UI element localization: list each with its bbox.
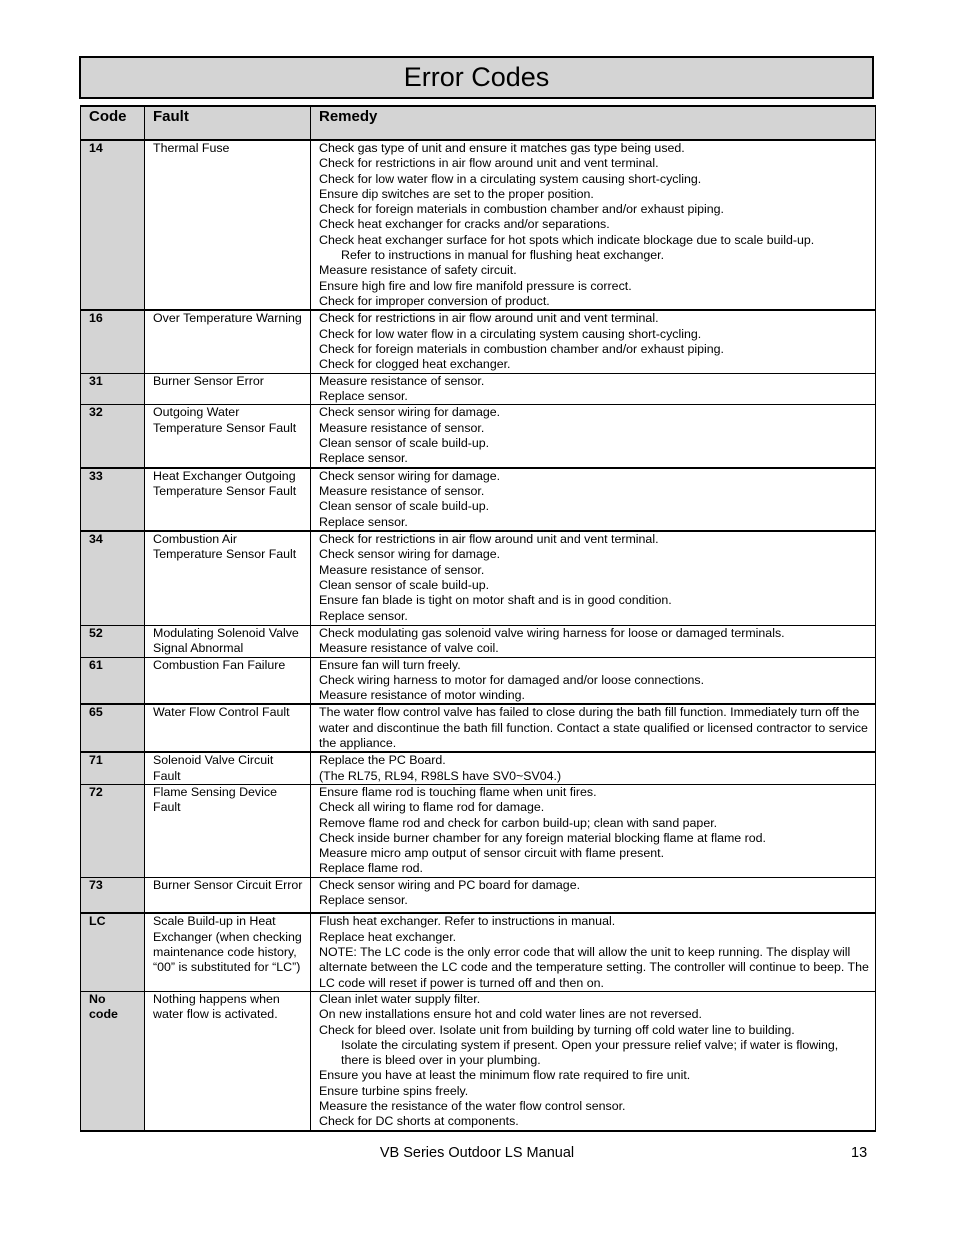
- error-code-cell: No code: [81, 991, 145, 1130]
- remedy-line: Ensure fan blade is tight on motor shaft and is in good condition.: [319, 593, 672, 608]
- page-number: 13: [851, 1145, 868, 1161]
- fault-cell: Scale Build-up in Heat Exchanger (when checking maintenance code history, “00” is substituted for “LC”): [145, 913, 311, 991]
- remedy-line: Replace heat exchanger.: [319, 929, 457, 944]
- remedy-line: Check for DC shorts at components.: [319, 1114, 519, 1129]
- error-code-cell: 14: [81, 140, 145, 310]
- remedy-line: Flush heat exchanger. Refer to instructions in manual.: [319, 914, 616, 929]
- fault-cell: Combustion Air Temperature Sensor Fault: [145, 531, 311, 625]
- remedy-line: Check for improper conversion of product.: [319, 293, 550, 308]
- remedy-line: Isolate the circulating system if present. Open your pressure relief valve; if water is flowing, there is bleed over in your plumbing.: [341, 1037, 839, 1068]
- header-code: Code: [81, 106, 145, 140]
- remedy-line: Check sensor wiring for damage.: [319, 547, 501, 562]
- remedy-line: Replace flame rod.: [319, 861, 423, 876]
- remedy-cell: [311, 784, 876, 877]
- error-code-cell: 33: [81, 468, 145, 531]
- error-code-cell: 16: [81, 310, 145, 373]
- remedy-line: Clean inlet water supply filter.: [319, 991, 481, 1006]
- error-code-cell: 31: [81, 373, 145, 405]
- header-remedy: Remedy: [311, 106, 876, 140]
- table-row: [81, 877, 876, 913]
- table-row: [81, 752, 876, 784]
- remedy-line: Check sensor wiring and PC board for damage.: [319, 877, 581, 892]
- remedy-line: Ensure high fire and low fire manifold pressure is correct.: [319, 278, 632, 293]
- table-row: [81, 373, 876, 405]
- error-code-cell: 65: [81, 704, 145, 752]
- remedy-line: Check modulating gas solenoid valve wiring harness for loose or damaged terminals.: [319, 625, 785, 640]
- remedy-cell: [311, 310, 876, 373]
- remedy-cell: [311, 468, 876, 531]
- remedy-line: Check for low water flow in a circulating system causing short-cycling.: [319, 171, 702, 186]
- table-row: [81, 405, 876, 468]
- error-code-cell: 61: [81, 657, 145, 704]
- remedy-line: Check heat exchanger surface for hot spots which indicate blockage due to scale build-up.: [319, 232, 815, 247]
- error-code-cell: 71: [81, 752, 145, 784]
- fault-cell: Modulating Solenoid Valve Signal Abnormal: [145, 625, 311, 657]
- remedy-line: Check for restrictions in air flow around unit and vent terminal.: [319, 532, 659, 547]
- table-row: [81, 784, 876, 877]
- remedy-cell: [311, 625, 876, 657]
- remedy-cell: [311, 913, 876, 991]
- fault-cell: Water Flow Control Fault: [145, 704, 311, 752]
- remedy-line: Measure resistance of motor winding.: [319, 688, 525, 703]
- error-code-cell: 73: [81, 877, 145, 913]
- remedy-line: Replace sensor.: [319, 389, 408, 404]
- table-row: [81, 531, 876, 625]
- page-title-box: [79, 56, 874, 99]
- fault-cell: Solenoid Valve Circuit Fault: [145, 752, 311, 784]
- error-code-cell: 34: [81, 531, 145, 625]
- remedy-line: Ensure dip switches are set to the proper position.: [319, 186, 594, 201]
- remedy-line: Check for foreign materials in combustion chamber and/or exhaust piping.: [319, 341, 724, 356]
- remedy-line: Refer to instructions in manual for flushing heat exchanger.: [341, 248, 665, 263]
- remedy-line: The water flow control valve has failed to close during the bath fill function. Immediately turn off the water and discontinue the bath fill function. Contact a state qualified or licensed contractor to service the appliance.: [319, 705, 868, 751]
- remedy-line: Measure resistance of sensor.: [319, 373, 485, 388]
- remedy-line: Clean sensor of scale build-up.: [319, 499, 490, 514]
- remedy-line: Ensure turbine spins freely.: [319, 1083, 469, 1098]
- table-row: [81, 468, 876, 531]
- remedy-line: Measure the resistance of the water flow control sensor.: [319, 1098, 626, 1113]
- remedy-line: Remove flame rod and check for carbon build-up; clean with sand paper.: [319, 815, 718, 830]
- remedy-line: Check wiring harness to motor for damaged and/or loose connections.: [319, 672, 705, 687]
- table-row: [81, 140, 876, 310]
- page-title: Error Codes: [403, 62, 550, 92]
- remedy-cell: [311, 373, 876, 405]
- remedy-line: Replace sensor.: [319, 451, 408, 466]
- fault-cell: Nothing happens when water flow is activated.: [145, 991, 311, 1130]
- remedy-line: Check for bleed over. Isolate unit from building by turning off cold water line to building.: [319, 1022, 795, 1037]
- remedy-line: Check for restrictions in air flow around unit and vent terminal.: [319, 156, 659, 171]
- remedy-line: Replace sensor.: [319, 893, 408, 908]
- fault-cell: Over Temperature Warning: [145, 310, 311, 373]
- remedy-line: NOTE: The LC code is the only error code that will allow the unit to keep running. The display will alternate between the LC code and the temperature setting. The controller will continue to beep. The LC code will reset if power is turned off and then on.: [319, 945, 869, 990]
- fault-cell: Heat Exchanger Outgoing Temperature Sensor Fault: [145, 468, 311, 531]
- remedy-line: Clean sensor of scale build-up.: [319, 577, 490, 592]
- remedy-line: Check for foreign materials in combustion chamber and/or exhaust piping.: [319, 202, 724, 217]
- table-row: [81, 657, 876, 704]
- fault-cell: Combustion Fan Failure: [145, 657, 311, 704]
- remedy-line: Replace sensor.: [319, 608, 408, 623]
- remedy-line: Replace the PC Board.: [319, 753, 446, 768]
- remedy-line: Check all wiring to flame rod for damage.: [319, 800, 545, 815]
- table-row: [81, 913, 876, 991]
- remedy-line: Measure resistance of sensor.: [319, 420, 485, 435]
- remedy-line: Replace sensor.: [319, 514, 408, 529]
- remedy-cell: [311, 991, 876, 1130]
- fault-cell: Burner Sensor Circuit Error: [145, 877, 311, 913]
- remedy-line: Measure micro amp output of sensor circuit with flame present.: [319, 846, 665, 861]
- remedy-cell: [311, 752, 876, 784]
- remedy-line: Ensure flame rod is touching flame when unit fires.: [319, 784, 597, 799]
- fault-cell: Thermal Fuse: [145, 140, 311, 310]
- error-code-cell: 32: [81, 405, 145, 468]
- table-row: [81, 310, 876, 373]
- remedy-line: Check sensor wiring for damage.: [319, 468, 501, 483]
- table-row: [81, 704, 876, 752]
- remedy-line: Check inside burner chamber for any foreign material blocking flame at flame rod.: [319, 830, 766, 845]
- remedy-line: Check for clogged heat exchanger.: [319, 357, 511, 372]
- remedy-cell: [311, 704, 876, 752]
- remedy-line: Ensure you have at least the minimum flow rate required to fire unit.: [319, 1068, 691, 1083]
- remedy-cell: [311, 531, 876, 625]
- remedy-line: Check for low water flow in a circulating system causing short-cycling.: [319, 326, 702, 341]
- remedy-line: Check gas type of unit and ensure it matches gas type being used.: [319, 141, 685, 155]
- remedy-line: Measure resistance of valve coil.: [319, 640, 499, 655]
- error-code-cell: LC: [81, 913, 145, 991]
- table-row: [81, 625, 876, 657]
- fault-cell: Burner Sensor Error: [145, 373, 311, 405]
- fault-cell: Flame Sensing Device Fault: [145, 784, 311, 877]
- remedy-cell: [311, 140, 876, 310]
- remedy-cell: [311, 405, 876, 468]
- remedy-line: Clean sensor of scale build-up.: [319, 435, 490, 450]
- error-code-cell: 52: [81, 625, 145, 657]
- remedy-line: (The RL75, RL94, R98LS have SV0~SV04.): [319, 768, 562, 783]
- remedy-line: Measure resistance of sensor.: [319, 484, 485, 499]
- remedy-line: Check for restrictions in air flow around unit and vent terminal.: [319, 311, 659, 326]
- table-header-row: [81, 106, 876, 140]
- remedy-line: On new installations ensure hot and cold water lines are not reversed.: [319, 1007, 702, 1022]
- remedy-line: Ensure fan will turn freely.: [319, 657, 461, 672]
- remedy-line: Check sensor wiring for damage.: [319, 405, 501, 420]
- error-codes-table: [80, 105, 876, 1132]
- remedy-line: Check heat exchanger for cracks and/or separations.: [319, 217, 610, 232]
- header-fault: Fault: [145, 106, 311, 140]
- footer-manual-title: VB Series Outdoor LS Manual: [379, 1145, 575, 1161]
- remedy-line: Measure resistance of sensor.: [319, 562, 485, 577]
- fault-cell: Outgoing Water Temperature Sensor Fault: [145, 405, 311, 468]
- table-row: [81, 991, 876, 1130]
- remedy-cell: [311, 657, 876, 704]
- error-code-cell: 72: [81, 784, 145, 877]
- remedy-cell: [311, 877, 876, 913]
- remedy-line: Measure resistance of safety circuit.: [319, 263, 517, 278]
